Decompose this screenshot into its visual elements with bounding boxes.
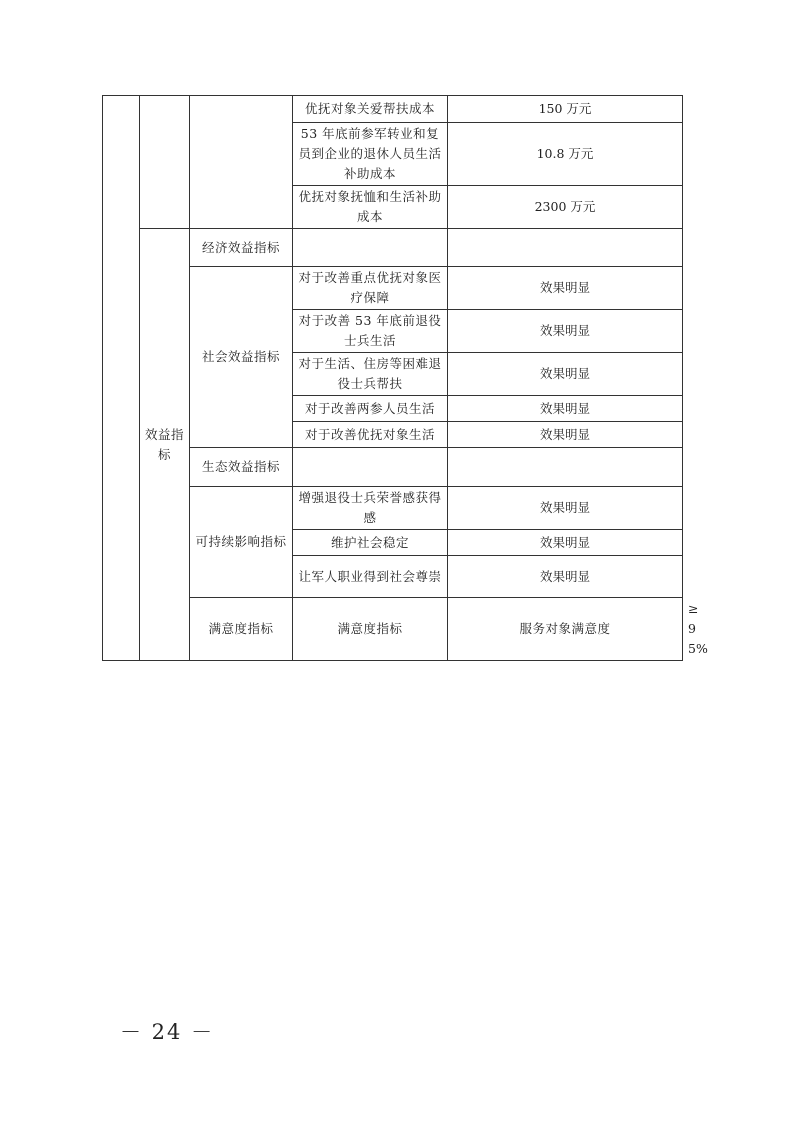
sustainable-level2-cell: 可持续影响指标 (190, 487, 293, 598)
value-cell: 效果明显 (448, 310, 683, 353)
project-column-cell (103, 96, 140, 661)
indicator-cell: 让军人职业得到社会尊崇 (293, 556, 448, 598)
indicator-cell: 增强退役士兵荣誉感获得感 (293, 487, 448, 530)
value-cell: 150 万元 (448, 96, 683, 123)
indicator-cell: 对于改善优抚对象生活 (293, 422, 448, 448)
indicator-cell: 对于改善重点优抚对象医疗保障 (293, 267, 448, 310)
indicator-cell: 优抚对象抚恤和生活补助成本 (293, 186, 448, 229)
page-number: － 24 － (120, 1020, 215, 1044)
value-cell: 效果明显 (448, 396, 683, 422)
value-cell: 效果明显 (448, 353, 683, 396)
value-cell (448, 448, 683, 487)
performance-indicator-table (102, 95, 708, 661)
indicator-cell: 对于生活、住房等困难退役士兵帮扶 (293, 353, 448, 396)
table-row (103, 448, 683, 487)
value-cell: 2300 万元 (448, 186, 683, 229)
indicator-cell: 维护社会稳定 (293, 530, 448, 556)
indicator-cell: 对于改善两参人员生活 (293, 396, 448, 422)
table-row (103, 487, 683, 530)
table-row (103, 267, 683, 310)
ecological-level2-cell: 生态效益指标 (190, 448, 293, 487)
cost-level2-cell (190, 96, 293, 229)
value-cell: 10.8 万元 (448, 123, 683, 186)
indicator-cell: 服务对象满意度 (448, 598, 683, 661)
table-row: 满意度指标 满意度指标 服务对象满意度 ≥95% (103, 598, 683, 661)
indicator-cell: 优抚对象关爱帮扶成本 (293, 96, 448, 123)
satisfaction-level2-cell: 满意度指标 (293, 598, 448, 661)
indicator-cell (293, 448, 448, 487)
value-cell: 效果明显 (448, 267, 683, 310)
cost-level1-cell (140, 96, 190, 229)
indicator-cell: 53 年底前参军转业和复员到企业的退休人员生活补助成本 (293, 123, 448, 186)
table-row (103, 229, 683, 267)
satisfaction-level1-cell: 满意度指标 (190, 598, 293, 661)
value-cell: 效果明显 (448, 530, 683, 556)
social-level2-cell: 社会效益指标 (190, 267, 293, 448)
economic-level2-cell: 经济效益指标 (190, 229, 293, 267)
indicator-cell (293, 229, 448, 267)
value-cell: 效果明显 (448, 487, 683, 530)
table-row (103, 96, 683, 123)
benefit-level1-cell: 效益指标 (140, 229, 190, 661)
value-cell: 效果明显 (448, 422, 683, 448)
indicator-cell: 对于改善 53 年底前退役士兵生活 (293, 310, 448, 353)
value-cell: 效果明显 (448, 556, 683, 598)
value-cell (448, 229, 683, 267)
